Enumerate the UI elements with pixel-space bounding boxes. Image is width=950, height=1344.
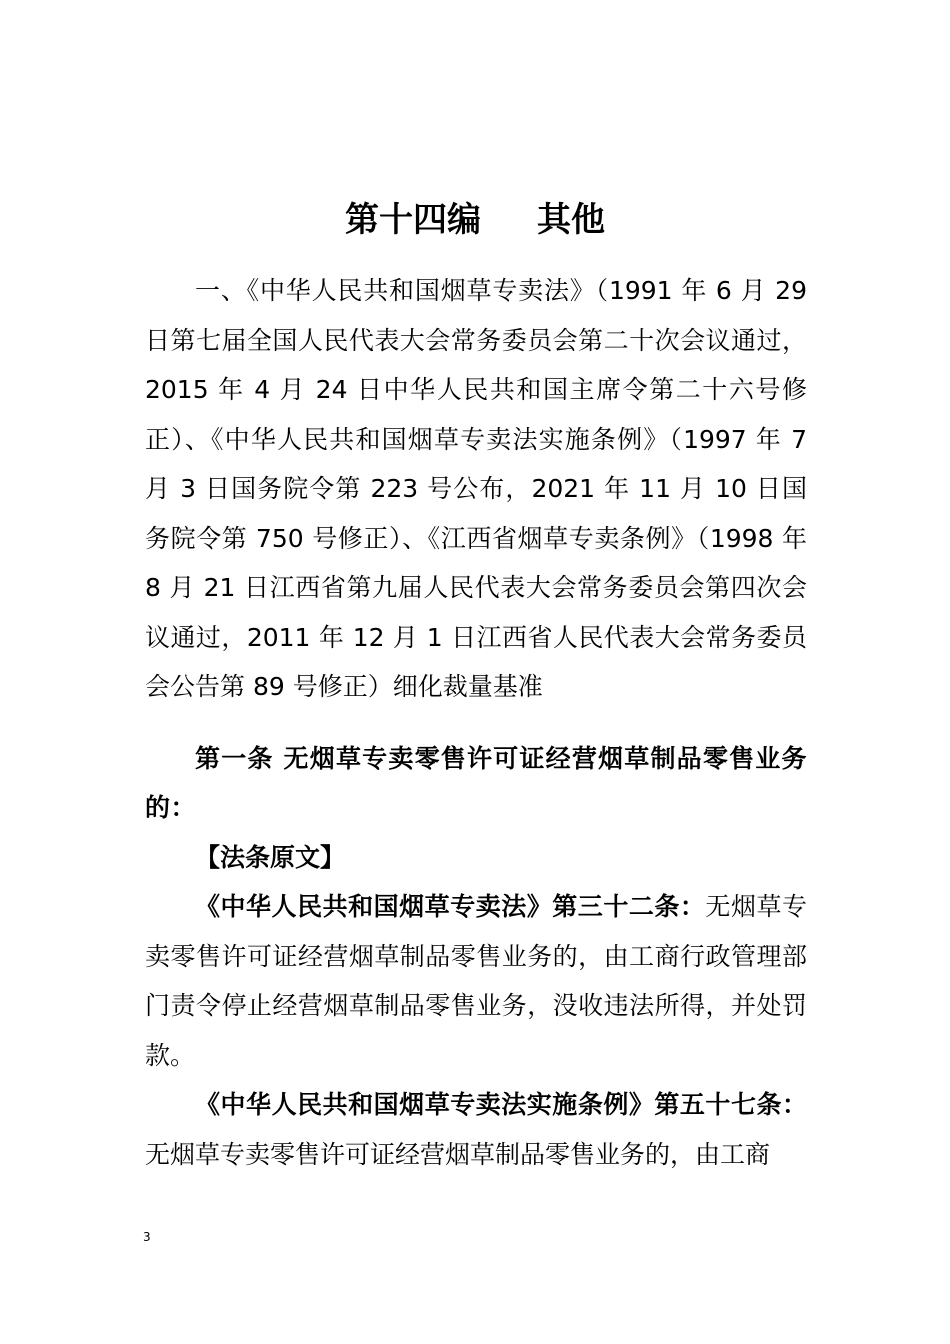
law-2-reference: 《中华人民共和国烟草专卖法实施条例》第五十七条： bbox=[195, 1090, 807, 1119]
law-2-paragraph bbox=[145, 1080, 807, 1179]
article-1-title: 第一条 无烟草专卖零售许可证经营烟草制品零售业务的： bbox=[145, 743, 807, 822]
law-1-text: 无烟草专卖零售许可证经营烟草制品零售业务的，由工商行政管理部门责令停止经营烟草制品零售业务，没收违法所得，并处罚款。 bbox=[145, 892, 807, 1070]
section-heading: 【法条原文】 bbox=[195, 842, 346, 872]
law-2-text: 无烟草专卖零售许可证经营烟草制品零售业务的，由工商 bbox=[145, 1139, 771, 1169]
law-1-reference: 《中华人民共和国烟草专卖法》第三十二条： bbox=[195, 892, 706, 921]
page-title bbox=[0, 196, 950, 244]
document-body bbox=[145, 266, 807, 1179]
page-number: 3 bbox=[143, 1230, 151, 1244]
law-1-paragraph bbox=[145, 882, 807, 1080]
title-part-2: 其他 bbox=[537, 200, 605, 240]
title-part-1: 第十四编 bbox=[345, 200, 481, 240]
intro-paragraph: 一、《中华人民共和国烟草专卖法》（1991 年 6 月 29 日第七届全国人民代表大会常务委员会第二十次会议通过，2015 年 4 月 24 日中华人民共和国主席令第二十六号修正）、《中华人民共和国烟草专卖法实施条例》（1997 年 7 月 3 日国务院令第 223 号公布，2021 年 11 月 10 日国务院令第 750 号修正）、《江西省烟草专卖条例》（1998 年 8 月 21 日江西省第九届人民代表大会常务委员会第四次会议通过，2011 年 12 月 1 日江西省人民代表大会常务委员会公告第 89 号修正）细化裁量基准 bbox=[145, 276, 807, 701]
